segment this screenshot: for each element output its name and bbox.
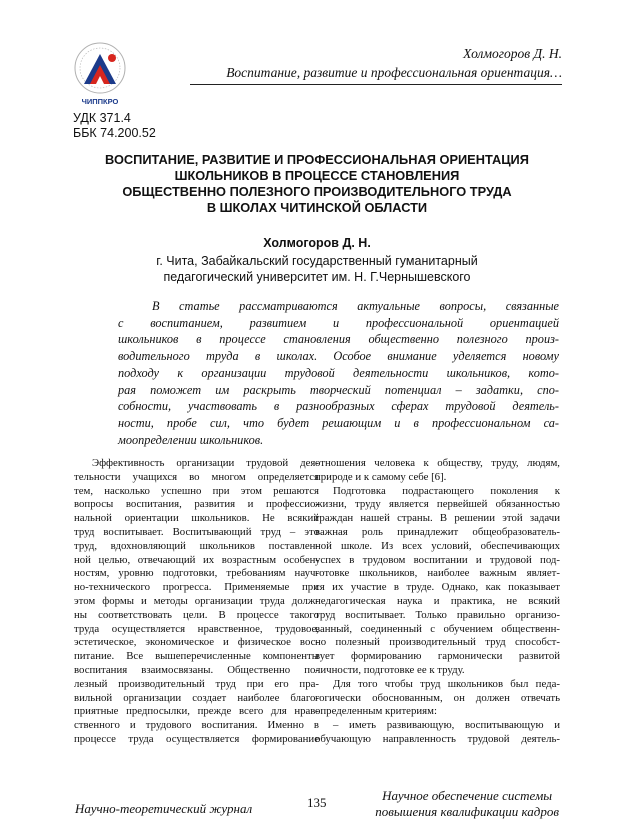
body-line: жизни, труду является первейшей обязанностью xyxy=(315,498,560,511)
body-column-left xyxy=(74,457,319,747)
body-line: вует формированию гармонически развитой xyxy=(315,650,560,663)
article-title xyxy=(80,152,554,216)
title-line: ОБЩЕСТВЕННО ПОЛЕЗНОГО ПРОИЗВОДИТЕЛЬНОГО ТРУДА xyxy=(122,184,512,199)
body-line: – иметь развивающую, воспитывающую и xyxy=(333,719,560,732)
body-line: ной целью, отвечающий их возрастным особен- xyxy=(74,553,319,566)
body-line: тем, насколько успешно при этом решаются xyxy=(74,484,319,497)
body-line: нальной ориентации школьников. Не всякий xyxy=(74,512,319,525)
abstract-line: подходу к организации трудовой деятельности школьников, кото- xyxy=(118,365,559,380)
body-line: обучающую направленность трудовой деятель- xyxy=(315,732,560,745)
body-line: но полезный производительный труд способст- xyxy=(315,636,560,649)
body-line: ны соответствовать цели. В процессе такого xyxy=(74,608,319,621)
author-affiliation xyxy=(80,254,554,285)
body-line: готовке школьников, наиболее важным являет- xyxy=(315,567,560,580)
body-line: личности, подготовке ее к труду. xyxy=(315,663,465,676)
running-header-author: Холмогоров Д. Н. xyxy=(463,46,562,61)
body-line: этом формы и методы организации труда долж- xyxy=(74,594,319,607)
abstract xyxy=(118,298,559,448)
body-line: ся их участие в труде. Однако, как показывает xyxy=(315,581,560,594)
abstract-line: моопределении школьников. xyxy=(118,432,264,447)
abstract-line: школьников в процессе становления общественно полезного произ- xyxy=(118,332,559,347)
body-line: приятные предпосылки, прежде всего для нрав- xyxy=(74,705,319,718)
abstract-line: собности, участвовать в разнообразных сферах трудовой деятель- xyxy=(118,399,559,414)
body-line: важная роль принадлежит общеобразователь- xyxy=(315,525,560,538)
udk-code: УДК 371.4 xyxy=(73,111,131,125)
body-line: Для того чтобы труд школьников был педа- xyxy=(333,677,560,690)
footer-journal-name-line: Научное обеспечение системы xyxy=(382,788,553,803)
title-line: ШКОЛЬНИКОВ В ПРОЦЕССЕ СТАНОВЛЕНИЯ xyxy=(174,168,460,183)
abstract-line: ности, пробе сил, что будет решающим и в профессиональном са- xyxy=(118,415,559,430)
body-line: Подготовка подрастающего поколения к xyxy=(333,484,560,497)
body-line: процессе труда осуществляется формирование xyxy=(74,732,319,745)
body-line: вильной организации создает наиболее благо- xyxy=(74,691,319,704)
body-line: труд воспитывает. Только правильно организо- xyxy=(315,608,560,621)
running-header-title: Воспитание, развитие и профессиональная ориентация… xyxy=(226,65,562,80)
institute-logo xyxy=(72,40,128,106)
title-line: В ШКОЛАХ ЧИТИНСКОЙ ОБЛАСТИ xyxy=(206,200,428,215)
title-line: ВОСПИТАНИЕ, РАЗВИТИЕ И ПРОФЕССИОНАЛЬНАЯ ОРИЕНТАЦИЯ xyxy=(105,152,529,167)
body-line: граждан нашей страны. В решении этой задачи xyxy=(315,512,560,525)
footer-journal-name xyxy=(375,788,559,820)
body-line: ной школе. Из всех условий, обеспечивающих xyxy=(315,539,560,552)
header-divider xyxy=(190,84,562,85)
body-line: педагогическая наука и практика, не всякий xyxy=(315,594,560,607)
classification-codes xyxy=(73,111,156,141)
body-line: отношения человека к обществу, труду, людям, xyxy=(315,457,560,469)
body-line: воспитания взаимосвязаны. Общественно по- xyxy=(74,663,319,676)
abstract-line: водительного труда в школах. Особое внимание уделяется новому xyxy=(118,349,559,364)
body-line: труда осуществляется нравственное, трудовое, xyxy=(74,622,319,635)
abstract-line: рая поможет им раскрыть творческий потенциал – задатки, спо- xyxy=(118,382,559,397)
body-line: эстетическое, экономическое и физическое вос- xyxy=(74,636,319,649)
affiliation-line: педагогический университет им. Н. Г.Чернышевского xyxy=(163,269,471,284)
affiliation-line: г. Чита, Забайкальский государственный гуманитарный xyxy=(156,254,478,268)
page-number: 135 xyxy=(307,795,327,810)
body-line: но-технического прогресса. Применяемые при xyxy=(74,581,319,594)
footer-journal-type: Научно-теоретический журнал xyxy=(75,801,253,816)
body-line: определенным критериям: xyxy=(315,705,437,718)
body-line: ванный, соединенный с обучением общественн- xyxy=(315,622,560,635)
logo-emblem-icon xyxy=(72,40,128,96)
body-line: успех в трудовом воспитании и трудовой под- xyxy=(315,553,560,566)
body-line: вопросы воспитания, развития и профессио- xyxy=(74,498,319,511)
body-line: природе и к самому себе [6]. xyxy=(315,470,447,483)
bbk-code: ББК 74.200.52 xyxy=(73,126,156,140)
body-line: гогически обоснованным, он должен отвечать xyxy=(315,691,560,704)
abstract-line: с воспитанием, развитием и профессиональной ориентацией xyxy=(118,315,559,330)
abstract-line: В статье рассматриваются актуальные вопросы, связанные xyxy=(152,299,559,313)
body-column-right xyxy=(315,457,560,747)
body-line: тельности учащихся во многом определяется xyxy=(74,470,319,483)
body-line: труд воспитывает. Воспитывающий труд – это xyxy=(74,525,319,538)
body-line: Эффективность организации трудовой дея- xyxy=(92,457,319,469)
body-line: ственного и трудового воспитания. Именно в xyxy=(74,719,319,732)
running-header xyxy=(226,44,562,82)
logo-text: ЧИППКРО xyxy=(81,97,119,106)
body-line: питание. Все вышеперечисленные компоненты xyxy=(74,650,319,663)
body-line: ностям, уровню подготовки, требованиям науч- xyxy=(74,567,319,580)
article-author: Холмогоров Д. Н. xyxy=(263,236,371,250)
body-line: труд, вдохновляющий школьников поставлен- xyxy=(74,539,319,552)
footer-journal-name-line: повышения квалификации кадров xyxy=(375,804,559,819)
body-line: лезный производительный труд при его пра- xyxy=(74,677,319,690)
